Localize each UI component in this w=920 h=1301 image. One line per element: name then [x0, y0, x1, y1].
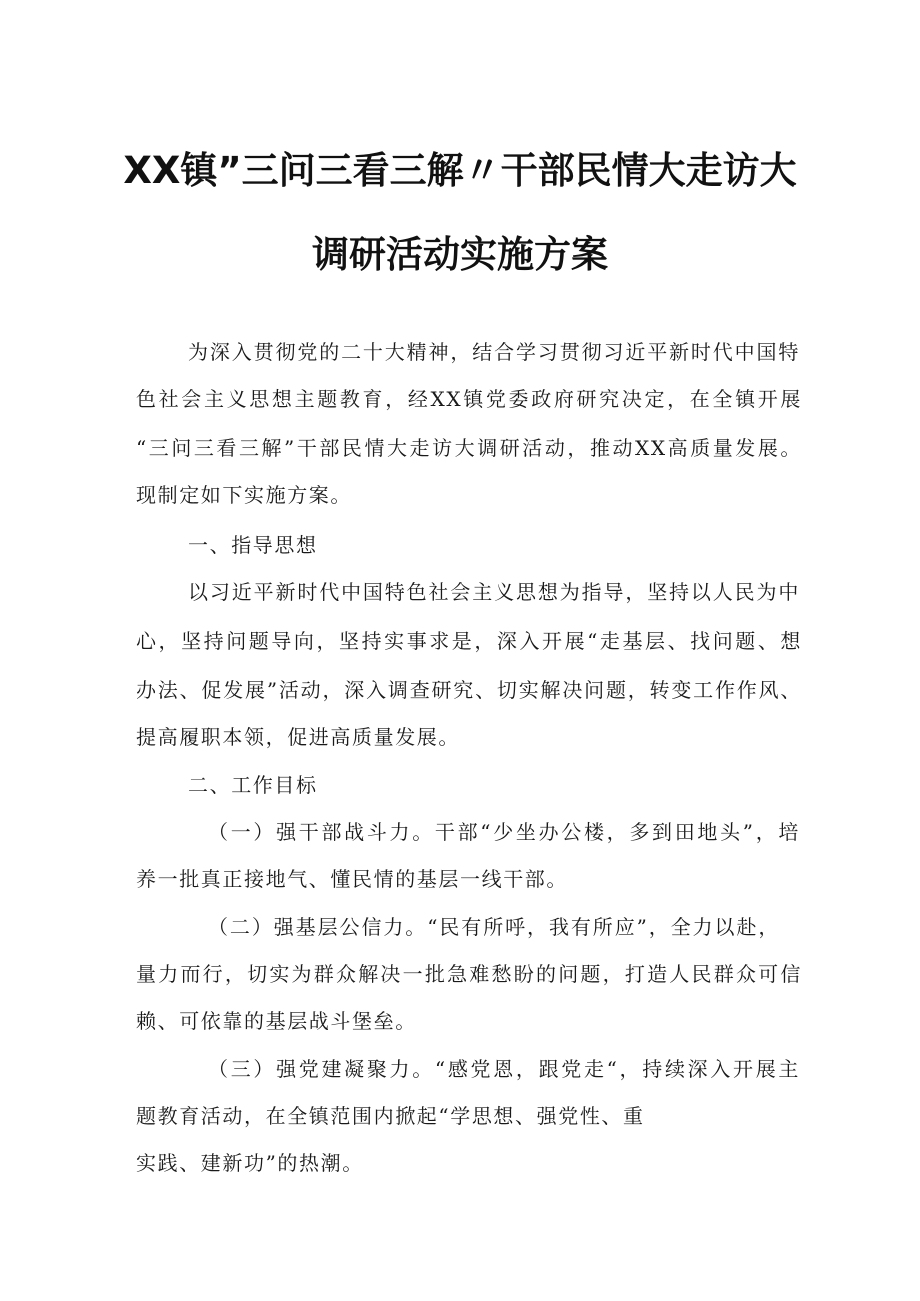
section1-line-2: 心，坚持问题导向，坚持实事求是，深入开展“走基层、找问题、想 — [136, 629, 802, 653]
intro-line-4: 现制定如下实施方案。 — [136, 483, 352, 507]
goal3-line-1: （三）强党建凝聚力。“感党恩，跟党走“，持续深入开展主 — [208, 1057, 800, 1081]
intro-line-3: “三问三看三解”干部民情大走访大调研活动，推动XX高质量发展。 — [136, 436, 802, 460]
section1-line-4: 提高履职本领，促进高质量发展。 — [136, 725, 460, 749]
document-title-line-1: XX镇”三问三看三解〃干部民情大走访大 — [123, 149, 797, 192]
goal3-line-2: 题教育活动，在全镇范围内掀起“学思想、强党性、重 — [136, 1104, 645, 1128]
goal2-line-1: （二）强基层公信力。“民有所呼，我有所应”，全力以赴， — [208, 915, 780, 939]
section-heading-work-goals: 二、工作目标 — [188, 773, 318, 797]
section1-line-1: 以习近平新时代中国特色社会主义思想为指导，坚持以人民为中 — [188, 580, 800, 604]
intro-line-1: 为深入贯彻党的二十大精神，结合学习贯彻习近平新时代中国特 — [188, 340, 800, 364]
section1-line-3: 办法、促发展”活动，深入调查研究、切实解决问题，转变工作作风、 — [136, 678, 802, 702]
document-title-line-2: 调研活动实施方案 — [312, 233, 608, 276]
intro-line-2: 色社会主义思想主题教育，经XX镇党委政府研究决定，在全镇开展 — [136, 387, 802, 411]
goal1-line-1: （一）强干部战斗力。干部“少坐办公楼，多到田地头”，培 — [208, 820, 800, 844]
goal1-line-2: 养一批真正接地气、懂民情的基层一线干部。 — [136, 867, 568, 891]
section-heading-guiding-thought: 一、指导思想 — [188, 533, 318, 557]
goal2-line-2: 量力而行，切实为群众解决一批急难愁盼的问题，打造人民群众可信 — [136, 962, 802, 986]
goal2-line-3: 赖、可依靠的基层战斗堡垒。 — [136, 1009, 417, 1033]
goal3-line-3: 实践、建新功”的热潮。 — [136, 1151, 364, 1175]
